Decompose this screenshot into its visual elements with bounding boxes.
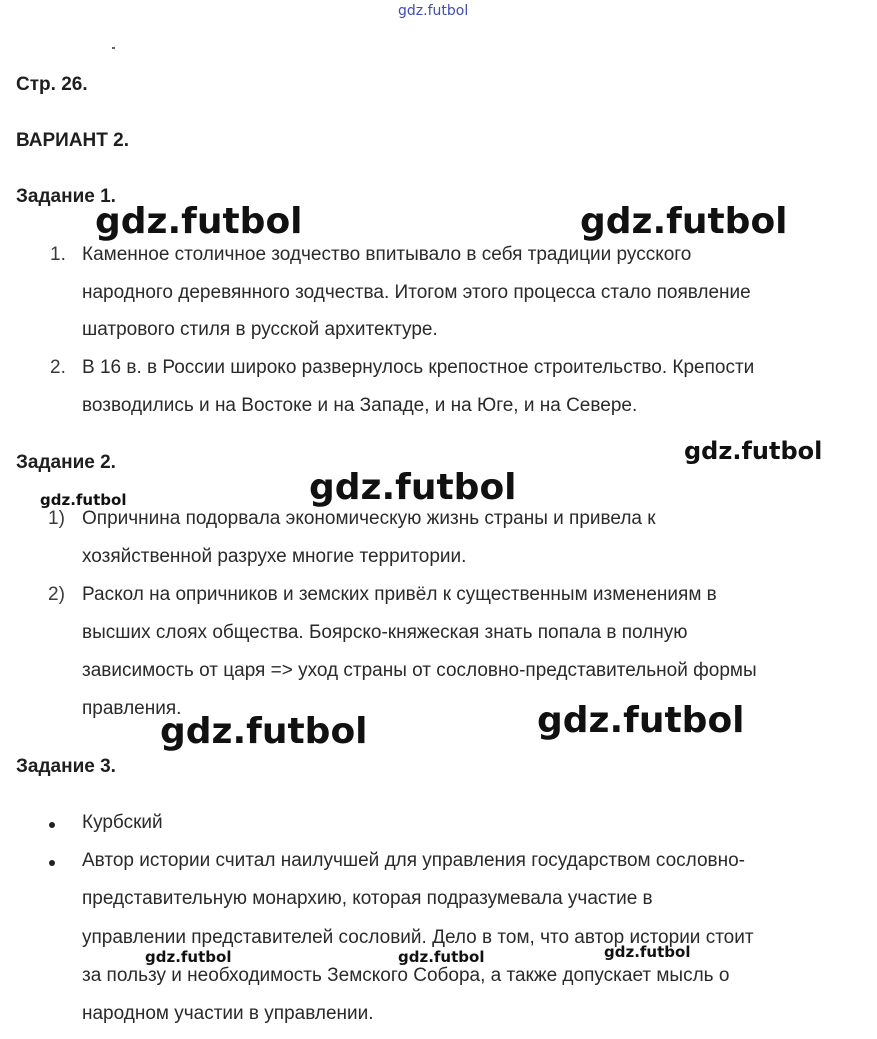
watermark: gdz.futbol bbox=[309, 467, 517, 508]
watermark: gdz.futbol bbox=[537, 700, 745, 741]
page-label: Стр. 26. bbox=[16, 74, 88, 95]
task2-item2-line: высших слоях общества. Боярско-княжеская знать попала в полную bbox=[82, 622, 688, 643]
task2-item2-line: зависимость от царя => уход страны от сословно-представительной формы bbox=[82, 660, 757, 681]
variant-label: ВАРИАНТ 2. bbox=[16, 130, 129, 151]
task2-item2-line: Раскол на опричников и земских привёл к существенным изменениям в bbox=[82, 584, 717, 605]
task3-item2-line: за пользу и необходимость Земского Собора, а также допускает мысль о bbox=[82, 965, 730, 986]
watermark: gdz.futbol bbox=[40, 491, 127, 509]
watermark: gdz.futbol bbox=[160, 711, 368, 752]
task3-item2-line: управлении представителей сословий. Дело в том, что автор истории стоит bbox=[82, 927, 754, 948]
task1-title: Задание 1. bbox=[16, 186, 116, 207]
watermark: gdz.futbol bbox=[95, 201, 303, 242]
task1-item2-line: В 16 в. в России широко развернулось крепостное строительство. Крепости bbox=[82, 357, 755, 378]
task1-item2-line: возводились и на Востоке и на Западе, и на Юге, и на Севере. bbox=[82, 395, 638, 416]
task2-item1-line: хозяйственной разрухе многие территории. bbox=[82, 546, 467, 567]
watermark-top: gdz.futbol bbox=[398, 3, 469, 19]
task3-item1-line: Курбский bbox=[82, 812, 163, 833]
bullet-icon bbox=[49, 860, 55, 866]
task1-item1-line: народного деревянного зодчества. Итогом этого процесса стало появление bbox=[82, 282, 751, 303]
task2-item2-marker: 2) bbox=[48, 584, 65, 605]
task3-title: Задание 3. bbox=[16, 756, 116, 777]
task2-item2-line: правления. bbox=[82, 698, 182, 719]
task2-item1-line: Опричнина подорвала экономическую жизнь страны и привела к bbox=[82, 508, 656, 529]
stray-mark bbox=[112, 47, 115, 49]
task2-title: Задание 2. bbox=[16, 452, 116, 473]
task1-item2-marker: 2. bbox=[50, 357, 66, 378]
watermark: gdz.futbol bbox=[684, 437, 823, 465]
watermark: gdz.futbol bbox=[580, 201, 788, 242]
task1-item1-marker: 1. bbox=[50, 244, 66, 265]
task3-item2-line: народном участии в управлении. bbox=[82, 1003, 374, 1024]
task1-item1-line: шатрового стиля в русской архитектуре. bbox=[82, 319, 438, 340]
task2-item1-marker: 1) bbox=[48, 508, 65, 529]
task1-item1-line: Каменное столичное зодчество впитывало в себя традиции русского bbox=[82, 244, 692, 265]
task3-item2-line: представительную монархию, которая подразумевала участие в bbox=[82, 888, 653, 909]
watermark: gdz.futbol bbox=[145, 948, 232, 966]
watermark: gdz.futbol bbox=[398, 948, 485, 966]
bullet-icon bbox=[49, 822, 55, 828]
task3-item2-line: Автор истории считал наилучшей для управления государством сословно- bbox=[82, 850, 746, 871]
watermark: gdz.futbol bbox=[604, 943, 691, 961]
